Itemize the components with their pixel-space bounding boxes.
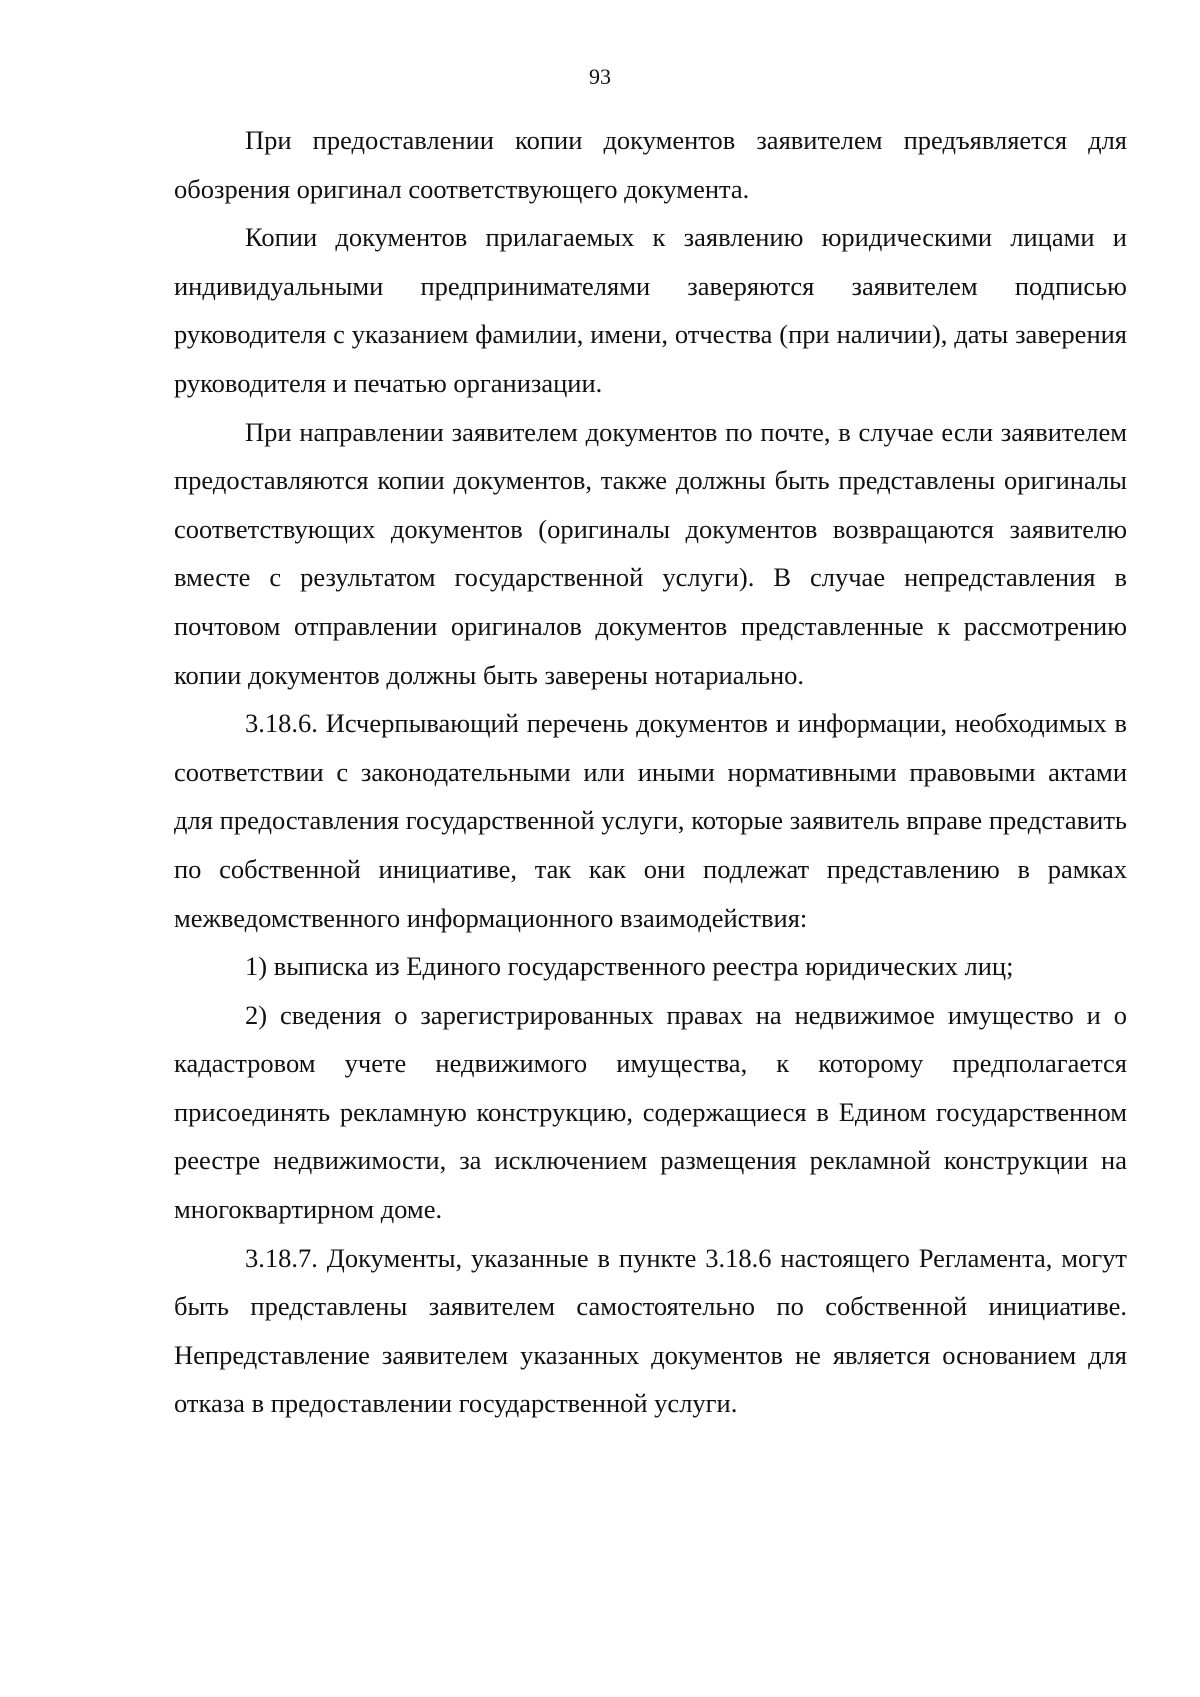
list-item-1: 1) выписка из Единого государственного реестра юридических лиц;	[245, 951, 1014, 982]
paragraph-copies-certification: Копии документов прилагаемых к заявлению юридическими лицами и индивидуальными предпринимателями заверяются заявителем подписью руководителя с указанием фамилии, имени, отчества (при наличии), даты заверения руководителя и печатью организации.	[174, 222, 1127, 398]
document-body	[174, 116, 1127, 1428]
paragraph-section-3-18-6: 3.18.6. Исчерпывающий перечень документов и информации, необходимых в соответствии с законодательными или иными нормативными правовыми актами для предоставления государственной услуги, которые заявитель вправе представить по собственной инициативе, так как они подлежат представлению в рамках межведомственного информационного взаимодействия:	[174, 708, 1127, 933]
list-item-2: 2) сведения о зарегистрированных правах на недвижимое имущество и о кадастровом учете недвижимого имущества, к которому предполагается присоединять рекламную конструкцию, содержащиеся в Едином государственном реестре недвижимости, за исключением размещения рекламной конструкции на многоквартирном доме.	[174, 999, 1127, 1225]
paragraph-mail-submission: При направлении заявителем документов по почте, в случае если заявителем предоставляются копии документов, также должны быть представлены оригиналы соответствующих документов (оригиналы документов возвращаются заявителю вместе с результатом государственной услуги). В случае непредставления в почтовом отправлении оригиналов документов представленные к рассмотрению копии документов должны быть заверены нотариально.	[174, 416, 1127, 690]
paragraph-section-3-18-7: 3.18.7. Документы, указанные в пункте 3.18.6 настоящего Регламента, могут быть представлены заявителем самостоятельно по собственной инициативе. Непредставление заявителем указанных документов не является основанием для отказа в предоставлении государственной услуги.	[174, 1242, 1127, 1419]
page-number: 93	[589, 64, 611, 89]
paragraph-copies-original: При предоставлении копии документов заявителем предъявляется для обозрения оригинал соответствующего документа.	[174, 125, 1127, 204]
